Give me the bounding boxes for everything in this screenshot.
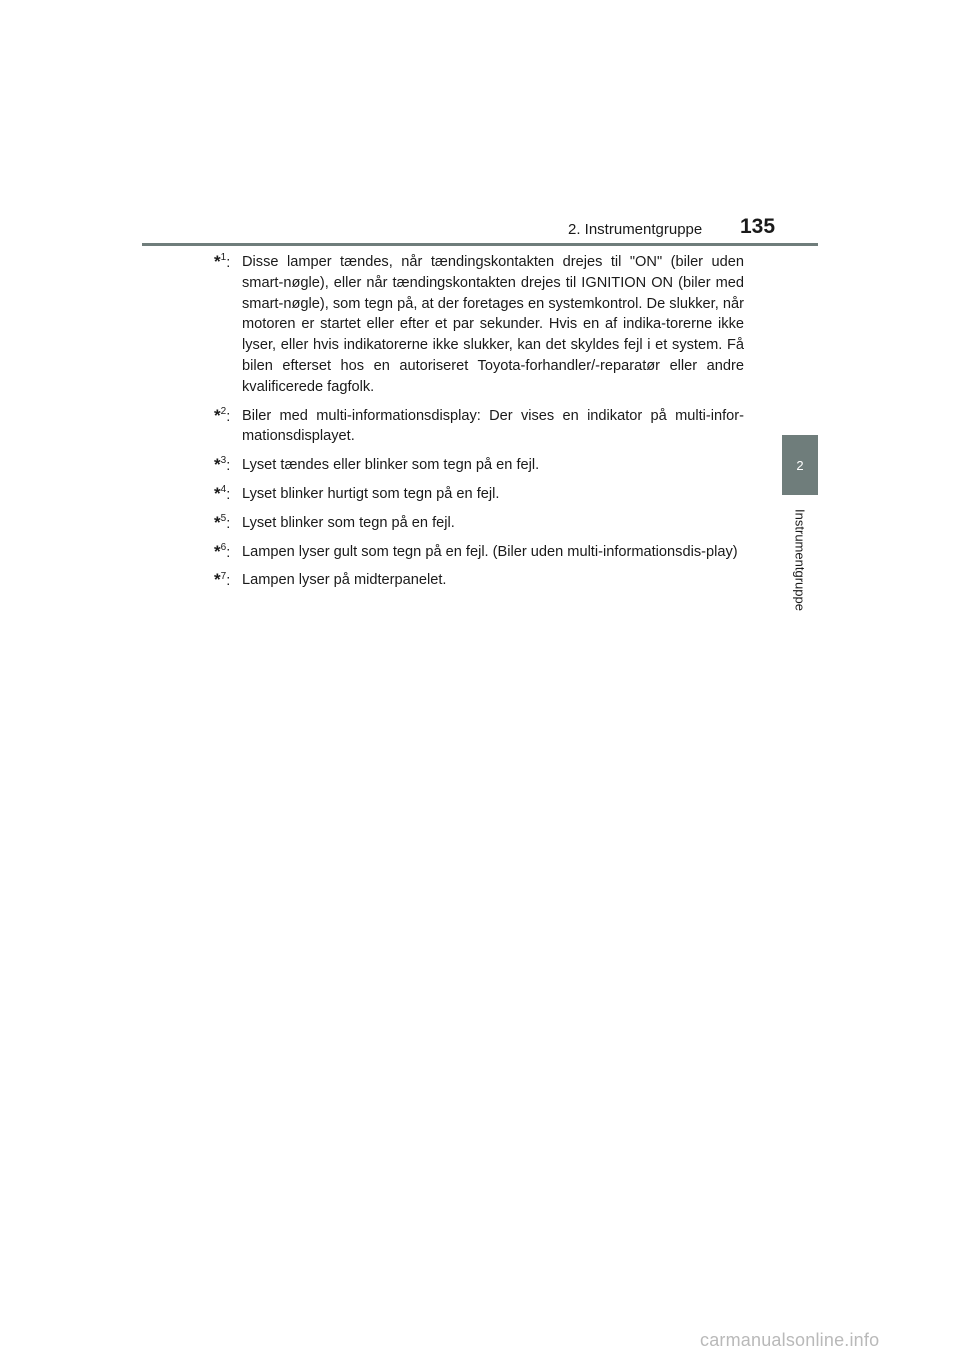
footnote-text: Lampen lyser gult som tegn på en fejl. (Biler uden multi-informationsdis-play): [242, 543, 738, 560]
footnote-list: [214, 252, 744, 599]
header-divider: [142, 243, 818, 246]
footnote-marker: *$^2$:: [214, 405, 231, 425]
footnote: [214, 455, 744, 476]
footnote-marker: *$^1$:: [214, 252, 231, 271]
footnote-marker: *$^4$:: [214, 483, 231, 503]
footnote: [214, 542, 744, 563]
footnote-text: Lyset blinker som tegn på en fejl.: [242, 514, 455, 531]
section-title: 2. Instrumentgruppe: [568, 221, 703, 238]
chapter-label: Instrumentgruppe: [792, 509, 808, 611]
footnote-marker: *$^3$:: [214, 455, 231, 475]
footnote: [214, 484, 744, 505]
footnote: [214, 570, 744, 591]
footnote-marker: *$^6$:: [214, 541, 231, 561]
page-number: 135: [740, 215, 776, 238]
footnote-text: Lampen lyser på midterpanelet.: [242, 572, 447, 589]
footnote-text: Lyset tændes eller blinker som tegn på en fejl.: [242, 457, 540, 474]
footnote-marker: *$^5$:: [214, 512, 231, 532]
footnote: [214, 252, 744, 398]
footnote-marker: *$^7$:: [214, 570, 231, 590]
watermark: carmanualsonline.info: [700, 1330, 880, 1350]
chapter-number: 2: [796, 457, 804, 473]
footnote-text: Biler med multi-informationsdisplay: Der vises en indikator på multi-infor-mationsdisplayet.: [242, 407, 744, 445]
chapter-tab: [782, 435, 818, 495]
footnote-text: Lyset blinker hurtigt som tegn på en fejl.: [242, 485, 500, 502]
footnote-text: Disse lamper tændes, når tændingskontakten drejes til "ON" (biler uden smart-nøgle), eller når tændingskontakten drejes til IGNITION ON (biler med smart-nøgle), som tegn på, at der foretages en systemkontrol. De slukker, når motoren er startet eller efter et par sekunder. Hvis en af indika-torerne ikke lyser, eller hvis indikatorerne ikke slukker, kan det skyldes fejl i et system. Få bilen efterset hos en autoriseret Toyota-forhandler/-reparatør eller andre kvalificerede fagfolk.: [242, 254, 744, 395]
footnote: [214, 513, 744, 534]
footnote: [214, 406, 744, 448]
